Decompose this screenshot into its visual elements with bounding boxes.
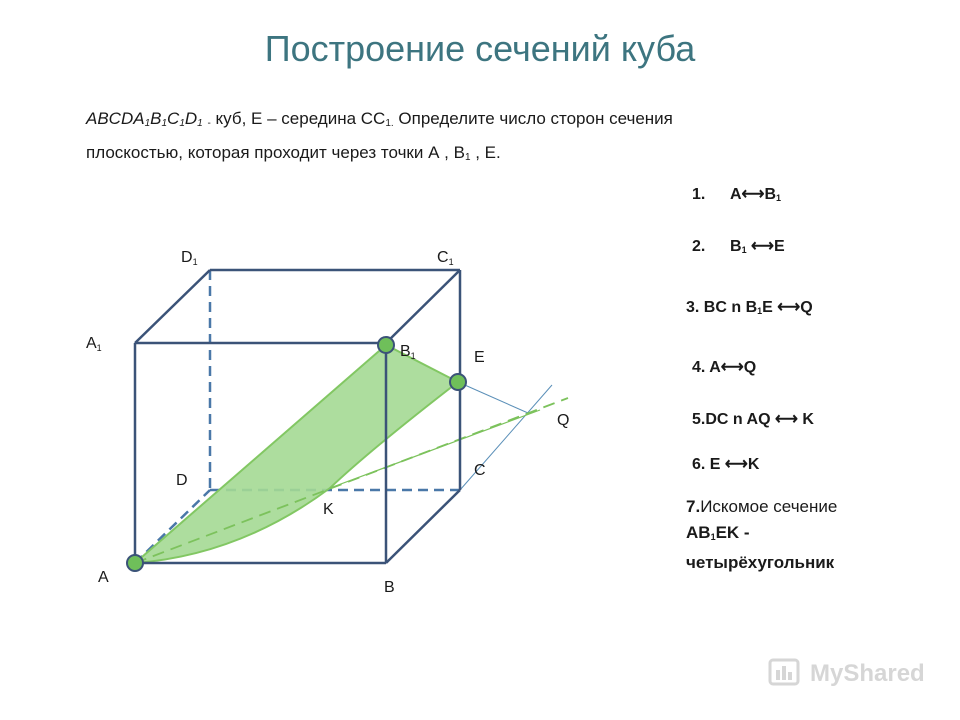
point-B1: [378, 337, 394, 353]
edge-BC: [386, 490, 460, 563]
step-2: 2. $B_1$ ⟷E: [692, 238, 785, 255]
problem-line-1: $ABCDA_1B_1C_1D_1$ $_-$ куб, E – середина $СС_{1.}$ Определите число сторон сечения: [86, 109, 673, 129]
cube-name: $ABCDA_1B_1C_1D_1$: [86, 109, 203, 129]
label-C: C: [474, 462, 486, 479]
label-Q: Q: [557, 412, 570, 429]
label-D: D: [176, 472, 188, 489]
section-polygon: [135, 345, 458, 563]
label-E: E: [474, 349, 485, 366]
step-6: 6. E ⟷K: [692, 456, 760, 473]
step-7-line-1: 7.Искомое сечение: [686, 497, 838, 516]
step-4: 4. A⟷Q: [692, 359, 757, 376]
label-K: K: [323, 501, 334, 518]
page-title: Построение сечений куба: [264, 28, 696, 69]
point-E: [450, 374, 466, 390]
step-7-answer: [686, 494, 916, 576]
label-D1: D1: [181, 249, 198, 267]
edge-A1D1: [135, 270, 210, 343]
step-3: 3. BC n $B_1E$ ⟷Q: [686, 299, 813, 316]
label-B1: B1: [400, 343, 416, 361]
step-7-line-3: четырёхугольник: [686, 553, 835, 572]
problem-line-2: плоскостью, которая проходит через точки А , $В_1$ , Е.: [86, 143, 501, 163]
step-1: 1. $A⟷B_1$: [692, 186, 782, 203]
myshared-logo-icon: [768, 656, 804, 688]
label-B: B: [384, 579, 395, 596]
label-A1: A1: [86, 335, 102, 353]
step-7-line-2: $AB_1EK$ -: [686, 523, 750, 542]
watermark-text: MyShared: [810, 660, 925, 687]
label-C1: C1: [437, 249, 454, 267]
construction-line-EQ: [458, 382, 528, 413]
step-5: 5.DC n AQ ⟷ K: [692, 411, 814, 428]
edge-B1C1: [386, 270, 460, 343]
label-A: A: [98, 569, 109, 586]
point-A: [127, 555, 143, 571]
